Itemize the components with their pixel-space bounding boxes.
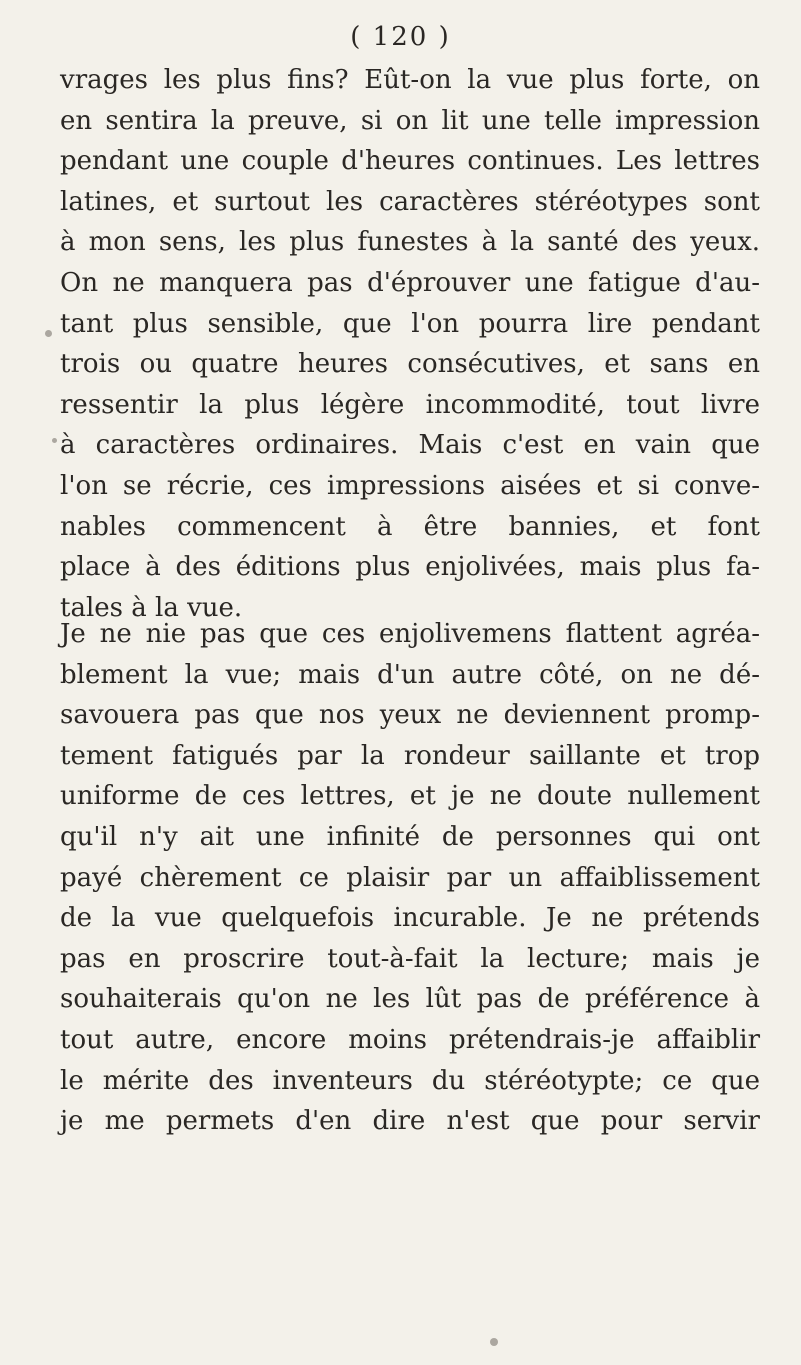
text-line: le mérite des inventeurs du stéréotypte; ce que (60, 1065, 760, 1096)
text-line: l'on se récrie, ces impressions aisées et si conve- (60, 470, 760, 501)
text-line: à caractères ordinaires. Mais c'est en vain que (60, 430, 760, 461)
paper-speck (52, 438, 57, 443)
paper-speck (490, 1338, 498, 1346)
text-line: tant plus sensible, que l'on pourra lire pendant (60, 308, 760, 339)
text-line: de la vue quelquefois incurable. Je ne prétends (60, 903, 760, 934)
text-line: je me permets d'en dire n'est que pour servir (60, 1106, 760, 1137)
text-line: savouera pas que nos yeux ne deviennent promp- (60, 700, 760, 731)
text-line: uniforme de ces lettres, et je ne doute nullement (60, 781, 760, 812)
text-line: tales à la vue. (60, 592, 243, 623)
text-line: nables commencent à être bannies, et font (60, 511, 760, 542)
text-line: pas en proscrire tout-à-fait la lecture; mais je (60, 943, 760, 974)
text-line: payé chèrement ce plaisir par un affaiblissement (60, 862, 760, 893)
text-line: vrages les plus fins? Eût-on la vue plus forte, on (60, 65, 760, 95)
text-line: à mon sens, les plus funestes à la santé des yeux. (60, 227, 760, 258)
text-line: latines, et surtout les caractères stéréotypes sont (60, 186, 760, 217)
text-line: blement la vue; mais d'un autre côté, on ne dé- (60, 659, 760, 690)
text-line: trois ou quatre heures consécutives, et sans en (60, 349, 760, 380)
text-line: tout autre, encore moins prétendrais-je affaiblir (60, 1024, 760, 1055)
paragraph-1 (60, 60, 760, 628)
text-line: qu'il n'y ait une infinité de personnes qui ont (60, 821, 760, 852)
page-number: ( 120 ) (350, 22, 451, 52)
text-line: place à des éditions plus enjolivées, mais plus fa- (60, 552, 760, 583)
text-line: pendant une couple d'heures continues. Les lettres (60, 146, 760, 177)
paragraph-2 (60, 614, 760, 1142)
text-line: Je ne nie pas que ces enjolivemens flattent agréa- (60, 619, 760, 649)
text-line: tement fatigués par la rondeur saillante et trop (60, 740, 760, 771)
paper-speck (45, 330, 52, 337)
text-line: On ne manquera pas d'éprouver une fatigue d'au- (60, 267, 760, 298)
text-line: en sentira la preuve, si on lit une telle impression (60, 105, 760, 136)
text-line: souhaiterais qu'on ne les lût pas de préférence à (60, 984, 760, 1015)
text-line: ressentir la plus légère incommodité, tout livre (60, 389, 760, 420)
